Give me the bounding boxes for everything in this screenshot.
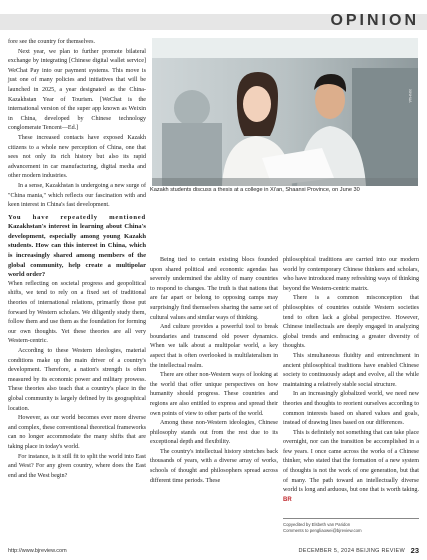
paragraph: And culture provides a powerful tool to break boundaries and transcend old power dynamics. When we talk about a multipolar world, a key aspect that is often overlooked is multilateralism in the intellectual realm. [150,324,278,369]
paragraph: There is a common misconception that philosophies of countries outside Western societies tend to often lack a global perspective. However, Chinese intellectuals are deeply engaged in analyzing global trends and embracing a greater diversity of thoughts. [283,295,419,350]
paragraph: Being tied to certain existing blocs founded upon shared political and economic agendas has severely undermined the ability of many countries to respond to changes. The truth is that nations that are far apart or belong to opposing camps may surprisingly find themselves sharing the same set of cultural values and similar ways of thinking. [150,257,278,321]
paragraph: These increased contacts have exposed Kazakh citizens to a whole new perception of China, one that sees not only its rich history but also its rapid advancement in car manufacturing, digital media and other modern industries. [8,134,146,180]
paragraph: In an increasingly globalized world, we need new theories and thoughts to reorient ourselves according to common interests based on shared values and goals, instead of drawing lines based on our differences. [283,391,419,427]
photo-credit: XINHUA [408,89,412,103]
paragraph: When reflecting on societal progress and geopolitical shifts, we tend to rely on a fixed set of traditional theories of international relations, primarily those put forward by Western scholars. We diligently study them, follow them and use them as the foundation for forming our own thoughts. Yet these theories are all very Western-centric. [8,280,146,345]
paragraph: Next year, we plan to further promote bilateral exchange by integrating [Chinese digital wallet service] WeChat Pay into our payment systems. This move is just one of many policies and initiatives that will be launched in 2025, a year designated as the China-Kazakhstan Year of Tourism. [WeChat is the international version of the super app known as Weixin in China, developed by Chinese technology conglomerate Tencent—Ed.] [8,48,146,132]
paragraph: However, as our world becomes ever more diverse and complex, these conventional theoretical frameworks can no longer accommodate the many shifts that are taking place in today's world. [8,415,146,450]
photo-caption: Kazakh students discuss a thesis at a college in Xi'an, Shaanxi Province, on June 30 [150,187,360,193]
end-mark: BR [283,496,292,503]
section-header [0,14,427,30]
copyedit-credit: Copyedited by Elsbeth van Paridon [283,522,351,527]
page-number: 23 [410,546,419,555]
paragraph: There are other non-Western ways of looking at the world that offer unique perspectives on how humanity should progress. These countries and regions are also entitled to express and spread their own points of view to other parts of the world. [150,372,278,417]
paragraph: In a sense, Kazakhstan is undergoing a new surge of "China mania," which reflects our fascination with and keen interest in China's fast development. [8,182,146,209]
page-footer [0,546,427,560]
editorial-credits [283,518,419,535]
footer-url: http://www.bjreview.com [8,548,67,554]
article-photo [152,38,418,186]
paragraph: For instance, is it still fit to split the world into East and West? For any given country, where does the East end and the West begin? [8,453,146,479]
section-title: OPINION [330,12,419,29]
paragraph: Among these non-Western ideologies, Chinese philosophy stands out from the rest due to its exceptional depth and flexibility. [150,420,278,446]
paragraph: fore see the country for themselves. [8,39,95,45]
paragraph: The country's intellectual history stretches back thousands of years, with a diverse array of works, schools of thought and philosophers spread across different time periods. These [150,448,278,484]
question-lead: You have repeatedly mentioned [8,213,146,221]
interview-question [8,213,146,280]
article-column-1 [8,38,146,481]
article-column-2 [150,256,278,486]
footer-issue: DECEMBER 5, 2024 BEIJING REVIEW [298,548,405,554]
paragraph [283,429,419,506]
photo-illustration [152,38,418,186]
comments-email: Comments to pengliaowei@bjreview.com [283,528,362,534]
paragraph: This simultaneous fluidity and entrenchment in ancient philosophical traditions have enabled Chinese society to continuously adapt and evolve, all the while maintaining a relatively stable social structure. [283,352,419,388]
article-column-3 [283,256,419,505]
question-text: Kazakhstan's interest in learning about China's development, especially among young Kazakh students. How can this interest in China, which is increasingly shared among members of the global community, help create a multipolar world order? [8,223,146,279]
paragraph-text: This is definitely not something that can take place overnight, nor can the transition be accomplished in a few years. I once came across the works of a Chinese thinker, who stated that the formation of a new system of thoughts is not the work of one generation, but that of many. The path toward an intellectually diverse world is long and arduous, but one that is worth taking. [283,429,419,494]
paragraph: According to these Western ideologies, material conditions make up the main driver of a country's development. Therefore, a nation's strength is often measured by its economic power and military prowess. These theories also teach that a country's place in the global community is largely defined by its geographical location. [8,348,146,412]
paragraph: philosophical traditions are carried into our modern world by contemporary Chinese thinkers and scholars, who have introduced many refreshing ways of thinking beyond the Western-centric matrix. [283,257,419,292]
